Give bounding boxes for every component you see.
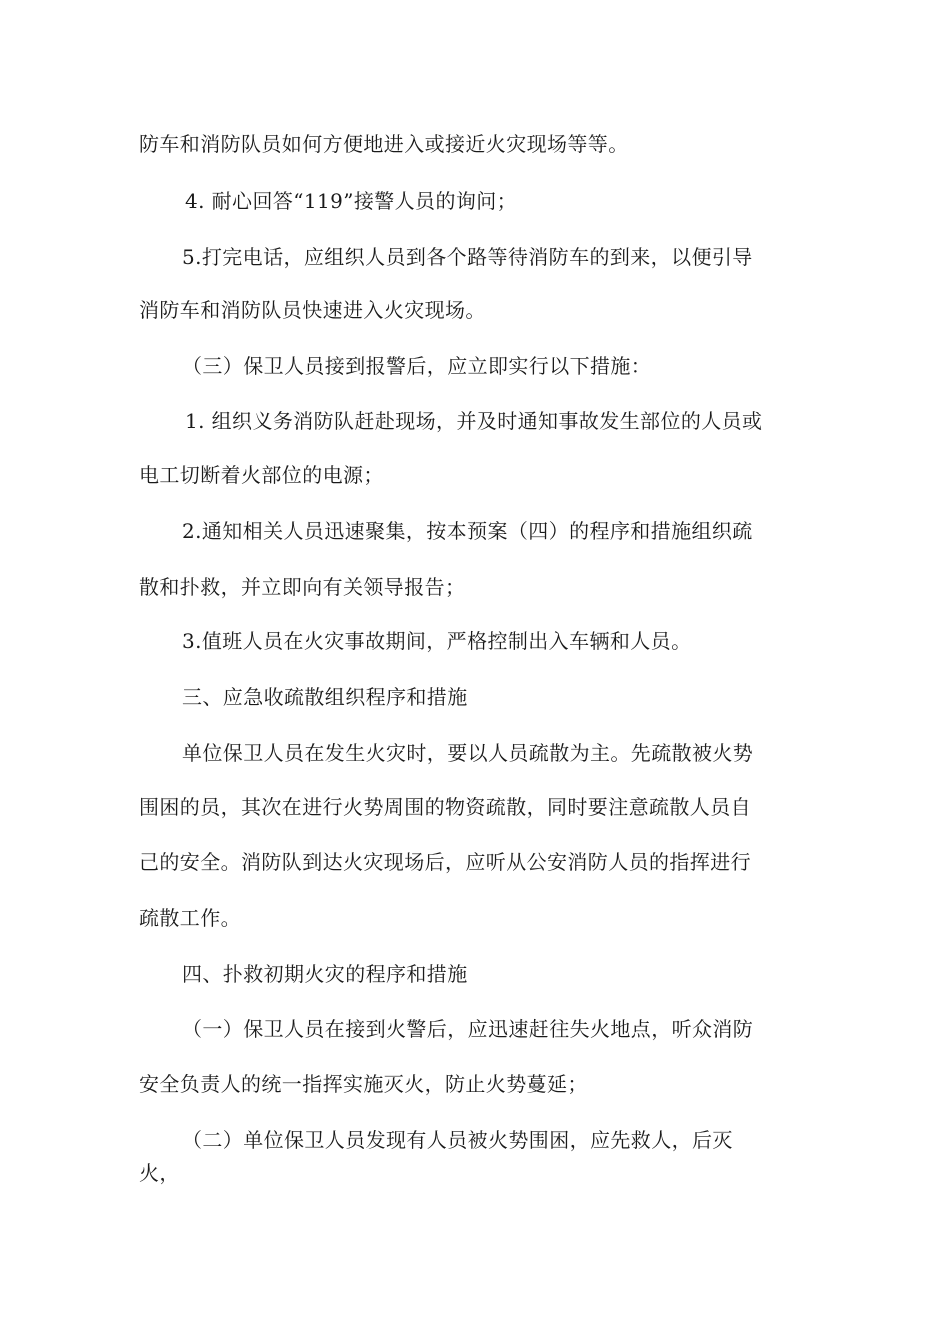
- text-line: 消防车和消防队员快速进入火灾现场。: [139, 298, 486, 322]
- text-line: 电工切断着火部位的电源；: [139, 463, 384, 487]
- text-line: 防车和消防队员如何方便地进入或接近火灾现场等等。: [139, 132, 629, 156]
- text-line: （二）单位保卫人员发现有人员被火势围困，应先救人，后灭: [182, 1128, 733, 1152]
- text-line: 2.通知相关人员迅速聚集，按本预案（四）的程序和措施组织疏: [182, 519, 753, 543]
- text-line: 单位保卫人员在发生火灾时，要以人员疏散为主。先疏散被火势: [182, 741, 754, 765]
- text-line: 1. 组织义务消防队赶赴现场，并及时通知事故发生部位的人员或: [185, 409, 763, 433]
- text-line: 3.值班人员在火灾事故期间，严格控制出入车辆和人员。: [182, 629, 692, 653]
- text-line: 4. 耐心回答“119”接警人员的询问；: [185, 189, 518, 213]
- text-line: 散和扑救，并立即向有关领导报告；: [139, 575, 466, 599]
- text-line: 火，: [139, 1161, 180, 1185]
- text-line: 疏散工作。: [139, 906, 241, 930]
- section-heading: 三、应急收疏散组织程序和措施: [182, 685, 468, 709]
- text-line: （一）保卫人员在接到火警后，应迅速赶往失火地点，听众消防: [182, 1017, 754, 1041]
- section-heading: 四、扑救初期火灾的程序和措施: [182, 962, 468, 986]
- text-line: 己的安全。消防队到达火灾现场后，应听从公安消防人员的指挥进行: [139, 850, 751, 874]
- text-line: 围困的员，其次在进行火势周围的物资疏散，同时要注意疏散人员自: [139, 795, 751, 819]
- text-line: 5.打完电话，应组织人员到各个路等待消防车的到来，以便引导: [182, 245, 753, 269]
- text-line: （三）保卫人员接到报警后，应立即实行以下措施：: [182, 354, 652, 378]
- text-line: 安全负责人的统一指挥实施灭火，防止火势蔓延；: [139, 1072, 588, 1096]
